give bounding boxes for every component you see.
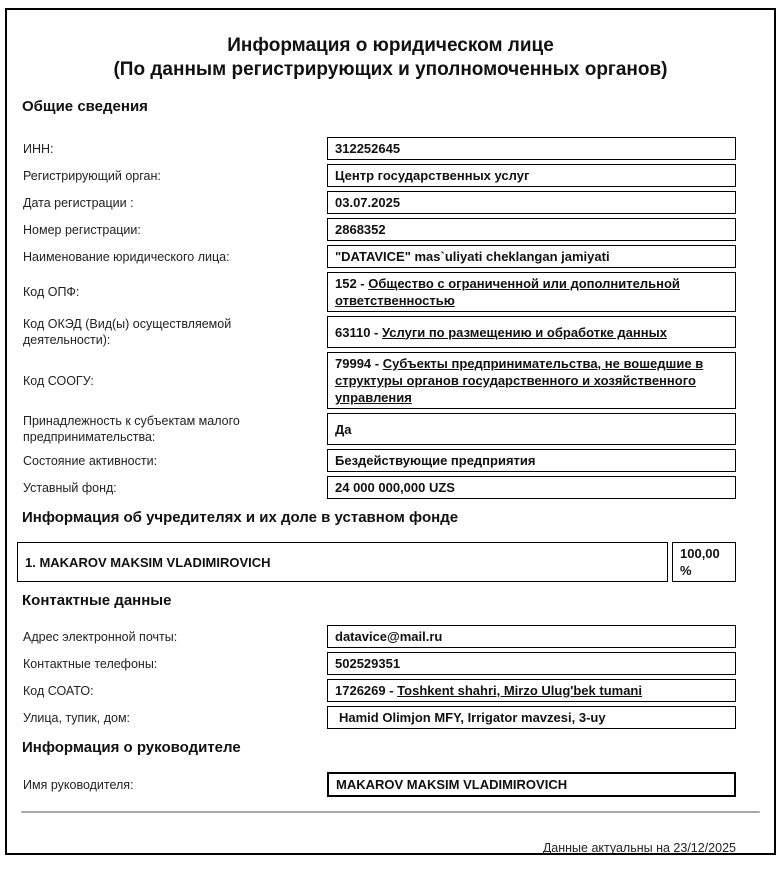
- director-rows: [20, 772, 736, 797]
- founder-name-box: [17, 542, 668, 582]
- field-value: Hamid Olimjon MFY, Irrigator mavzesi, 3-uy: [339, 710, 606, 725]
- field-label: Код ОКЭД (Вид(ы) осуществляемой деятельности):: [23, 317, 232, 347]
- section-heading-founders: Информация об учредителях и их доле в уставном фонде: [22, 509, 459, 526]
- field-row-reg-number: [20, 218, 736, 241]
- field-label: Состояние активности:: [23, 453, 158, 468]
- founder-row: [17, 542, 736, 582]
- section-heading-general: Общие сведения: [22, 98, 148, 115]
- founder-share-box: [672, 542, 736, 582]
- field-label: Код СООГУ:: [23, 373, 94, 388]
- field-row-phones: [20, 652, 736, 675]
- field-row-email: [20, 625, 736, 648]
- field-label: Контактные телефоны:: [23, 656, 158, 671]
- field-value-box: [327, 191, 736, 214]
- field-value: 1726269 -: [335, 683, 398, 698]
- field-value: Бездействующие предприятия: [335, 453, 536, 468]
- field-row-opf-code: [20, 272, 736, 312]
- field-row-charter-fund: [20, 476, 736, 499]
- field-label: Улица, тупик, дом:: [23, 710, 131, 725]
- page-title-line1: Информация о юридическом лице: [227, 35, 554, 56]
- field-label: Регистрирующий орган:: [23, 168, 161, 183]
- field-label: Уставный фонд:: [23, 480, 117, 495]
- field-label: Номер регистрации:: [23, 222, 141, 237]
- field-value: "DATAVICE" mas`uliyati cheklangan jamiyati: [335, 249, 610, 264]
- field-value: 03.07.2025: [335, 195, 401, 210]
- field-value-box: [327, 272, 736, 312]
- soogu-link[interactable]: Субъекты предпринимательства, не вошедшие в структуры органов государственного и хозяйственного управления: [335, 356, 704, 405]
- field-row-soogu-code: [20, 352, 736, 409]
- field-label: Адрес электронной почты:: [23, 629, 178, 644]
- section-heading-contacts: Контактные данные: [22, 592, 172, 609]
- page-title-line2: (По данным регистрирующих и уполномоченных органов): [113, 59, 668, 80]
- field-label: Код СОАТО:: [23, 683, 94, 698]
- field-label: ИНН:: [23, 141, 54, 156]
- field-row-reg-date: [20, 191, 736, 214]
- field-row-small-business: [20, 413, 736, 445]
- field-value: 2868352: [335, 222, 386, 237]
- field-row-reg-organ: [20, 164, 736, 187]
- field-row-director-name: [20, 772, 736, 797]
- field-value-box: [327, 164, 736, 187]
- field-row-inn: [20, 137, 736, 160]
- field-value: 79994 -: [335, 356, 383, 371]
- field-value: datavice@mail.ru: [335, 629, 443, 644]
- field-label: Наименование юридического лица:: [23, 249, 230, 264]
- field-value-box: [327, 476, 736, 499]
- founder-share: 100,00 %: [680, 546, 720, 578]
- field-value-box: [327, 218, 736, 241]
- opf-link[interactable]: Общество с ограниченной или дополнительной ответственностью: [335, 276, 680, 308]
- field-row-activity-status: [20, 449, 736, 472]
- field-value-box: [327, 625, 736, 648]
- section-heading-director: Информация о руководителе: [22, 739, 241, 756]
- data-actual-date: Данные актуальны на 23/12/2025: [542, 841, 736, 855]
- field-value-box: [327, 772, 736, 797]
- field-value: 63110 -: [335, 324, 382, 340]
- field-value: Центр государственных услуг: [335, 168, 530, 183]
- field-value-box: [327, 652, 736, 675]
- field-row-soato-code: [20, 679, 736, 702]
- field-value-box: [327, 352, 736, 409]
- field-label: Имя руководителя:: [23, 777, 134, 792]
- field-value-box: [327, 413, 736, 445]
- field-value-box: [327, 316, 736, 348]
- field-value: Да: [335, 421, 352, 437]
- general-rows: [20, 137, 736, 499]
- field-value-box: [327, 679, 736, 702]
- field-value-box: [327, 137, 736, 160]
- field-label: Дата регистрации :: [23, 195, 134, 210]
- field-value: 24 000 000,000 UZS: [335, 480, 455, 495]
- founder-name: 1. MAKAROV MAKSIM VLADIMIROVICH: [25, 554, 271, 570]
- field-value-box: [327, 706, 736, 729]
- field-row-oked-code: [20, 316, 736, 348]
- field-label: Код ОПФ:: [23, 285, 80, 299]
- field-value-box: [327, 449, 736, 472]
- oked-link[interactable]: Услуги по размещению и обработке данных: [382, 324, 667, 340]
- field-row-legal-name: [20, 245, 736, 268]
- footer-divider: [21, 811, 760, 813]
- page-title: [20, 34, 761, 82]
- document-page: [5, 8, 776, 855]
- field-value: 312252645: [335, 141, 401, 156]
- field-value: 502529351: [335, 656, 401, 671]
- field-row-street: [20, 706, 736, 729]
- field-value: MAKAROV MAKSIM VLADIMIROVICH: [336, 777, 568, 792]
- field-label: Принадлежность к субъектам малого предпринимательства:: [23, 414, 240, 444]
- field-value: 152 -: [335, 276, 369, 291]
- soato-link[interactable]: Toshkent shahri, Mirzo Ulug'bek tumani: [397, 683, 642, 698]
- field-value-box: [327, 245, 736, 268]
- contact-rows: [20, 625, 736, 729]
